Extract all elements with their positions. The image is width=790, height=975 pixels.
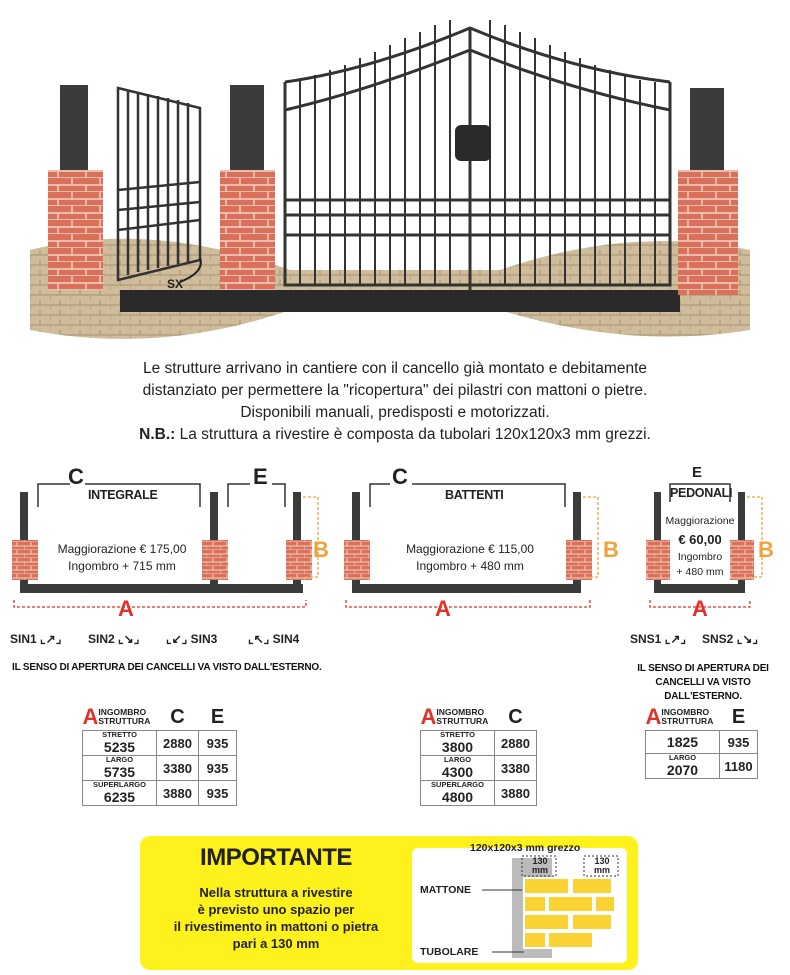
important-line-4: pari a 130 mm: [232, 936, 320, 951]
gate-illustration: [30, 10, 760, 345]
table-header: [646, 704, 758, 731]
important-line-3: il rivestimento in mattoni o pietra: [173, 919, 379, 934]
important-line-2: è previsto uno spazio per: [197, 902, 355, 917]
cell-c: 2880: [495, 731, 537, 756]
table-row: [83, 781, 237, 806]
sin1-label: SIN1: [10, 632, 37, 646]
cell-a: [421, 731, 495, 756]
sin4-label: SIN4: [272, 632, 300, 646]
header-e: E: [731, 705, 746, 728]
dim-left-value: 130: [532, 856, 548, 866]
important-text: [140, 884, 412, 952]
header-ingombro-2: STRUTTURA: [661, 716, 714, 726]
cell-c: 3880: [157, 781, 199, 806]
battenti-label-a: A: [435, 596, 451, 621]
cell-a-value: 4300: [441, 764, 474, 780]
important-line-1: Nella struttura a rivestire: [199, 885, 353, 900]
cell-a-value: 3800: [441, 739, 474, 755]
pedonali-line-1: Maggiorazione: [665, 515, 735, 527]
opening-sin4: [248, 632, 299, 646]
cell-e: 1180: [720, 754, 758, 779]
diagram-pedonali: [640, 462, 780, 622]
header-ingombro: [421, 704, 495, 731]
header-ingombro-1: INGOMBRO: [661, 707, 710, 717]
table-row: [646, 731, 758, 754]
cell-a: [421, 781, 495, 806]
cell-a: [646, 754, 720, 779]
header-a: A: [82, 704, 99, 729]
header-c: C: [508, 705, 523, 728]
cell-e: 935: [720, 731, 758, 754]
pedonali-label-b: B: [758, 537, 774, 562]
cell-size: LARGO: [668, 753, 697, 762]
table-header: [83, 704, 237, 731]
sns1-icon: ⌞↗⌟: [664, 632, 687, 646]
sin1-icon: ⌞↗⌟: [40, 632, 62, 646]
table-battenti: [420, 704, 537, 806]
intro-line-2: distanziato per permettere la "ricopertura" dei pilastri con mattoni o pietre.: [142, 382, 648, 399]
integrale-label-a: A: [118, 596, 134, 621]
battenti-label-b: B: [603, 537, 619, 562]
cell-c: 3880: [495, 781, 537, 806]
cell-e: 935: [199, 781, 237, 806]
cell-a-value: 2070: [666, 762, 699, 778]
sin4-icon: ⌞↖⌟: [248, 632, 270, 646]
sns1-label: SNS1: [630, 632, 662, 646]
battenti-title: BATTENTI: [445, 488, 504, 502]
diagram-integrale: [10, 462, 330, 622]
cell-a: [83, 781, 157, 806]
header-ingombro-1: INGOMBRO: [436, 707, 485, 717]
label-mattone: MATTONE: [420, 884, 471, 896]
diagram-battenti: [340, 462, 630, 622]
important-diagram-title: 120x120x3 mm grezzo: [470, 842, 581, 854]
integrale-size: Ingombro + 715 mm: [68, 559, 176, 573]
header-c: C: [170, 705, 185, 728]
opening-icons-right: [630, 632, 790, 652]
intro-line-4: [0, 424, 790, 446]
cell-e: 935: [199, 756, 237, 781]
cell-a-value: 5235: [103, 739, 136, 755]
table-integrale: [82, 704, 237, 806]
cell-c: 2880: [157, 731, 199, 756]
battenti-price: Maggiorazione € 115,00: [406, 542, 534, 556]
intro-line-1: Le strutture arrivano in cantiere con il cancello già montato e debitamente: [142, 360, 648, 377]
pedonali-line-4: + 480 mm: [676, 566, 724, 578]
pedonali-title: PEDONALI: [670, 486, 733, 500]
table-row: [421, 731, 537, 756]
dim-left-unit: mm: [531, 865, 548, 875]
dim-right-unit: mm: [593, 865, 610, 875]
cell-a: [421, 756, 495, 781]
sns2-label: SNS2: [702, 632, 734, 646]
nb-label: N.B.:: [139, 426, 176, 443]
integrale-price: Maggiorazione € 175,00: [57, 542, 187, 556]
table-pedonali: [645, 704, 758, 779]
header-ingombro-2: STRUTTURA: [98, 716, 151, 726]
intro-line-3: Disponibili manuali, predisposti e motorizzati.: [240, 404, 550, 421]
table-row: [83, 731, 237, 756]
sns2-icon: ⌞↘⌟: [736, 632, 759, 646]
cell-a-value: 4800: [441, 789, 474, 805]
cell-size: STRETTO: [102, 730, 137, 739]
cell-size: STRETTO: [440, 730, 475, 739]
nb-text: La struttura a rivestire è composta da tubolari 120x120x3 mm grezzi.: [175, 426, 651, 443]
opening-sin3: [166, 632, 217, 646]
header-ingombro: [83, 704, 157, 731]
header-ingombro-1: INGOMBRO: [98, 707, 147, 717]
label-tubolare: TUBOLARE: [420, 946, 479, 958]
cell-a-value: 6235: [103, 789, 136, 805]
cell-a: [83, 756, 157, 781]
sin2-label: SIN2: [88, 632, 115, 646]
opening-sin1: [10, 632, 61, 646]
cell-size: SUPERLARGO: [93, 780, 146, 789]
header-e: E: [210, 705, 225, 728]
table-row: [646, 754, 758, 779]
opening-caption-right: [618, 662, 788, 704]
dimension-right: [585, 857, 619, 875]
dim-right-value: 130: [594, 856, 610, 866]
opening-sns2: [702, 632, 758, 646]
cell-c: 3380: [157, 756, 199, 781]
header-ingombro-2: STRUTTURA: [436, 716, 489, 726]
cell-a: [83, 731, 157, 756]
integrale-title: INTEGRALE: [88, 488, 158, 502]
integrale-label-e: E: [253, 464, 268, 489]
table-row: [421, 756, 537, 781]
cell-e: 935: [199, 731, 237, 756]
sin3-icon: ⌞↙⌟: [166, 632, 188, 646]
cell-a: [646, 731, 720, 754]
opening-sns1: [630, 632, 686, 646]
opening-caption-right-1: IL SENSO DI APERTURA DEI: [637, 663, 769, 674]
sin2-icon: ⌞↘⌟: [118, 632, 140, 646]
table-header: [421, 704, 537, 731]
table-row: [83, 756, 237, 781]
opening-caption-right-2: CANCELLI VA VISTO DALL'ESTERNO.: [655, 677, 751, 702]
cell-size: LARGO: [443, 755, 472, 764]
battenti-size: Ingombro + 480 mm: [416, 559, 524, 573]
battenti-label-c: C: [392, 464, 408, 489]
opening-sin2: [88, 632, 139, 646]
integrale-label-c: C: [68, 464, 84, 489]
intro-text: [0, 358, 790, 446]
integrale-label-b: B: [313, 537, 329, 562]
pedonali-line-2: € 60,00: [678, 532, 722, 547]
header-a: A: [420, 704, 437, 729]
header-ingombro: [646, 704, 720, 731]
cell-a-value: 5735: [103, 764, 136, 780]
cell-size: LARGO: [105, 755, 134, 764]
table-row: [421, 781, 537, 806]
dimension-left: [523, 857, 557, 875]
sin3-label: SIN3: [190, 632, 218, 646]
cell-c: 3380: [495, 756, 537, 781]
opening-icons-left: [10, 632, 330, 652]
cell-size: SUPERLARGO: [431, 780, 484, 789]
swing-direction-label: SX: [167, 277, 184, 291]
cell-a-value: 1825: [666, 734, 699, 750]
pedonali-line-3: Ingombro: [677, 551, 723, 563]
header-a: A: [645, 704, 662, 729]
pedonali-label-e: E: [692, 464, 703, 481]
important-title: IMPORTANTE: [200, 844, 352, 871]
opening-caption-left: IL SENSO DI APERTURA DEI CANCELLI VA VISTO DALL'ESTERNO.: [12, 662, 322, 673]
pedonali-label-a: A: [692, 596, 708, 621]
